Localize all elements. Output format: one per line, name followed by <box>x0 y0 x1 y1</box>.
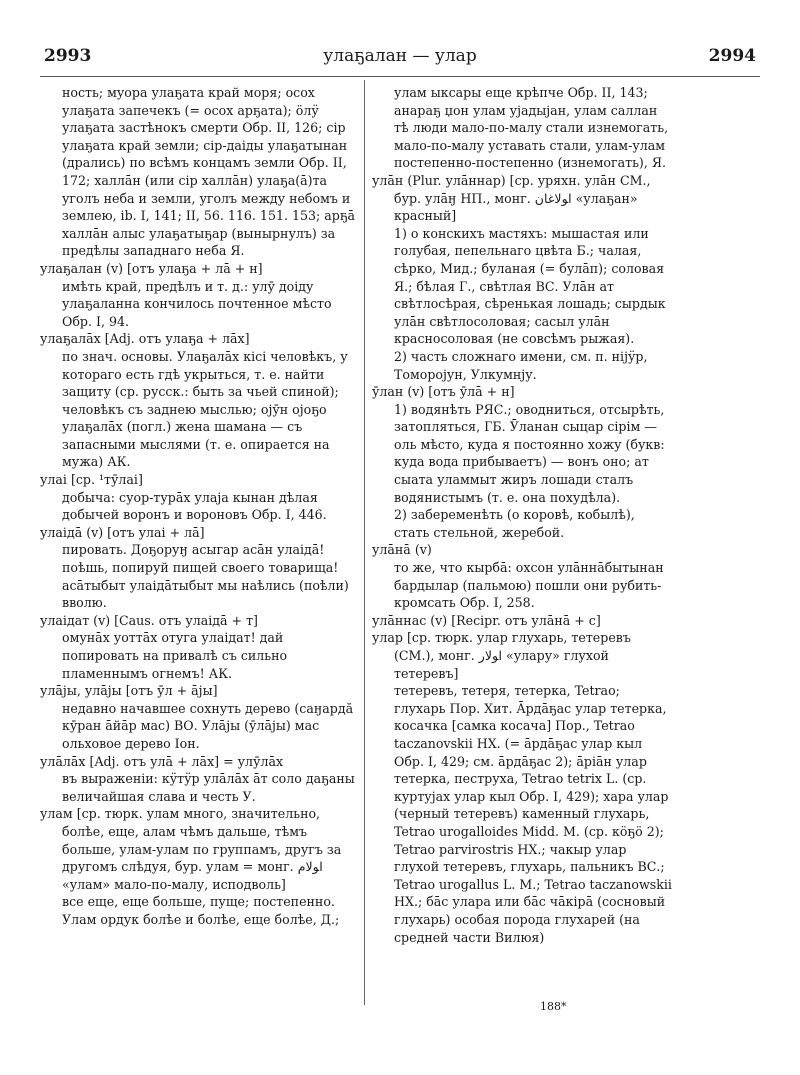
definition-text: все еще, еще больше, пуще; постепенно. Улам ордук болѣе и болѣе, еще болѣе, Д.; <box>62 894 340 927</box>
page-number-left: 2993 <box>44 46 92 66</box>
definition-text: то же, что кырбā: охсон улāннāбытынан бардылар (пальмою) пошли они рубить-кромсать Обр. I, 258. <box>394 560 664 611</box>
definition-text: имѣть край, предѣлъ и т. д.: улӯ доіду улаҕаланна кончилось почтенное мѣсто Обр. I, 94. <box>62 278 332 329</box>
dictionary-entry: улаҕалāх [Adj. отъ улаҕа + лāх] <box>40 331 250 347</box>
header-rule <box>40 76 760 77</box>
dictionary-entry: улāн (Plur. улāннар) [ср. уряхн. улāн СМ., бур. улāӈ НП., монг. ﺍﻮﻻﻏﺎﻥ «улаҕан» красный] <box>372 172 651 224</box>
definition-text: 1) водянѣть РЯС.; оводниться, отсырѣть, затопляться, ГБ. Ӯланан сыцар сірім — оль мѣсто, куда я постоянно хожу (букв: куда вода прибываетъ) — вонъ оно; ат сыата уламмыт жиръ лошади сталъ водянистымъ (т. е. она похудѣла). <box>394 401 665 505</box>
definition-text: ность; муора улаҕата край моря; осох улаҕата запечекъ (= осох арҕата); ӧлӱ улаҕата застѣнокъ смерти Обр. II, 126; сір улаҕата край земли; сір-даіды улаҕатынан (дрались) по всѣмъ концамъ земли Обр. II, 172; халлāн (или сір халлāн) улаҕа(ā)та уголъ неба и земли, уголъ между небомъ и землею, ib. I, 141; II, 56. 116. 151. 153; арҕā халлāн алыс улаҕатыҕар (вынырнулъ) за предѣлы западнаго неба Я. <box>62 85 356 259</box>
dictionary-entry: улар [ср. тюрк. улар глухарь, тетеревъ (СМ.), монг. ﺍﻮﻻﺭ «улару» глухой тетеревъ] <box>372 630 631 681</box>
definition-text: омунāх уоттāх отуга улаідат! дай попировать на привалѣ съ сильно пламеннымъ огнемъ! АК. <box>62 630 288 681</box>
definition-text: улам ыксары еще крѣпче Обр. II, 143; анараҕ џон улам уjадыjан, улам саллан тѣ люди мало-по-малу стали изнемогать, мало-по-малу уставать стали, улам-улам постепенно-постепенно (изнемогать), Я. <box>394 85 669 171</box>
definition-text: въ выраженіи: кӱтӱр улāлāх āт соло даҕаны величайшая слава и честь У. <box>62 771 355 804</box>
right-column <box>372 84 672 1013</box>
running-title: улаҕалан — улар <box>323 46 477 66</box>
definition-text: тетеревъ, тетеря, тетерка, Tetrao; глухарь Пор. Хит. Āрдāҕас улар тетерка, косачка [самка косача] Пор., Tetrao taczanovskii НХ. (= āрдāҕас улар кыл Обр. I, 429; см. āрдāҕас 2); āріāн улар тетерка, пеструха, Tetrao tetrix L. (ср. куртуjах улар кыл Обр. I, 429); хара улар (черный тетеревъ) каменный глухарь, Tetrao urogalloides Midd. М. (ср. кӧҕӧ 2); Tetrao parvirostris НХ.; чакыр улар глухой тетеревъ, глухарь, пальникъ ВС.; Tetrao urogallus L. М.; Tetrao taczanowskii НХ.; бāс улара или бāс чāкірā (сосновый глухарь) особая порода глухарей (на средней части Вилюя) <box>394 683 672 945</box>
dictionary-entry: улаідат (v) [Caus. отъ улаідā + т] <box>40 612 258 628</box>
dictionary-entry: улаҕалан (v) [отъ улаҕа + лā + н] <box>40 260 263 276</box>
definition-text: по знач. основы. Улаҕалāх кісі человѣкъ, у котораго есть гдѣ укрыться, т. е. найти защиту (ср. русск.: быть за чьей спиной); человѣкъ съ заднею мыслью; оjӯн оjоҕо улаҕалāх (погл.) жена шамана — съ запасными мыслями (т. е. опирается на мужа) АК. <box>62 348 348 470</box>
dictionary-entry: улаідā (v) [отъ улаі + лā] <box>40 524 205 540</box>
definition-text: добыча: суор-турāх улаjа кынан дѣлая добычей воронъ и вороновъ Обр. I, 446. <box>62 489 327 523</box>
dictionary-entry: улаі [ср. ¹тӯлаі] <box>40 472 143 488</box>
page-number-right: 2994 <box>708 46 756 66</box>
definition-text: пировать. Доҕоруӈ асыгар асāн улаідā! поѣшь, попируй пищей своего товарища! асāтыбыт улаідāтыбыт мы наѣлись (поѣли) вволю. <box>62 542 349 611</box>
definition-text: 2) часть сложнаго имени, см. п. ніjӱр, Томороjун, Улкумнjу. <box>394 348 648 382</box>
dictionary-entry: улам [ср. тюрк. улам много, значительно, болѣе, еще, алам чѣмъ дальше, тѣмъ больше, улам-улам по группамъ, другъ за другомъ слѣдуя, бур. улам = монг. ﺍﻮﻻﻡ «улам» мало-по-малу, исподволь] <box>40 806 342 892</box>
definition-text: 1) о конскихъ мастяхъ: мышастая или голубая, пепельнаго цвѣта Б.; чалая, сѣрко, Мид.; буланая (= булāп); соловая Я.; бѣлая Г., свѣтлая ВС. Улāн ат свѣтлосѣрая, сѣренькая лошадь; сырдык улāн свѣтлосоловая; сасыл улāн красносоловая (не совсѣмъ рыжая). <box>394 225 666 347</box>
dictionary-entry: улājы, улājы [отъ ӯл + ājы] <box>40 683 218 699</box>
definition-text: недавно начавшее сохнуть дерево (саӈардӑ кӯран āйāр мас) ВО. Улājы (ӯлājы) мас ольховое дерево Іон. <box>62 700 354 751</box>
dictionary-entry: улāлāх [Adj. отъ улā + лāх] = улӯлāх <box>40 753 284 769</box>
dictionary-entry: улāнā (v) <box>372 542 432 558</box>
signature-mark: 188* <box>540 1000 567 1013</box>
left-column <box>40 84 358 1013</box>
dictionary-entry: ӯлан (v) [отъ ӯлā + н] <box>372 384 515 400</box>
column-divider <box>364 80 365 1005</box>
page-header <box>44 46 756 70</box>
dictionary-entry: улāннас (v) [Recipr. отъ улāнā + с] <box>372 612 601 628</box>
definition-text: 2) забеременѣть (о коровѣ, кобылѣ), стать стельной, жеребой. <box>394 507 635 540</box>
